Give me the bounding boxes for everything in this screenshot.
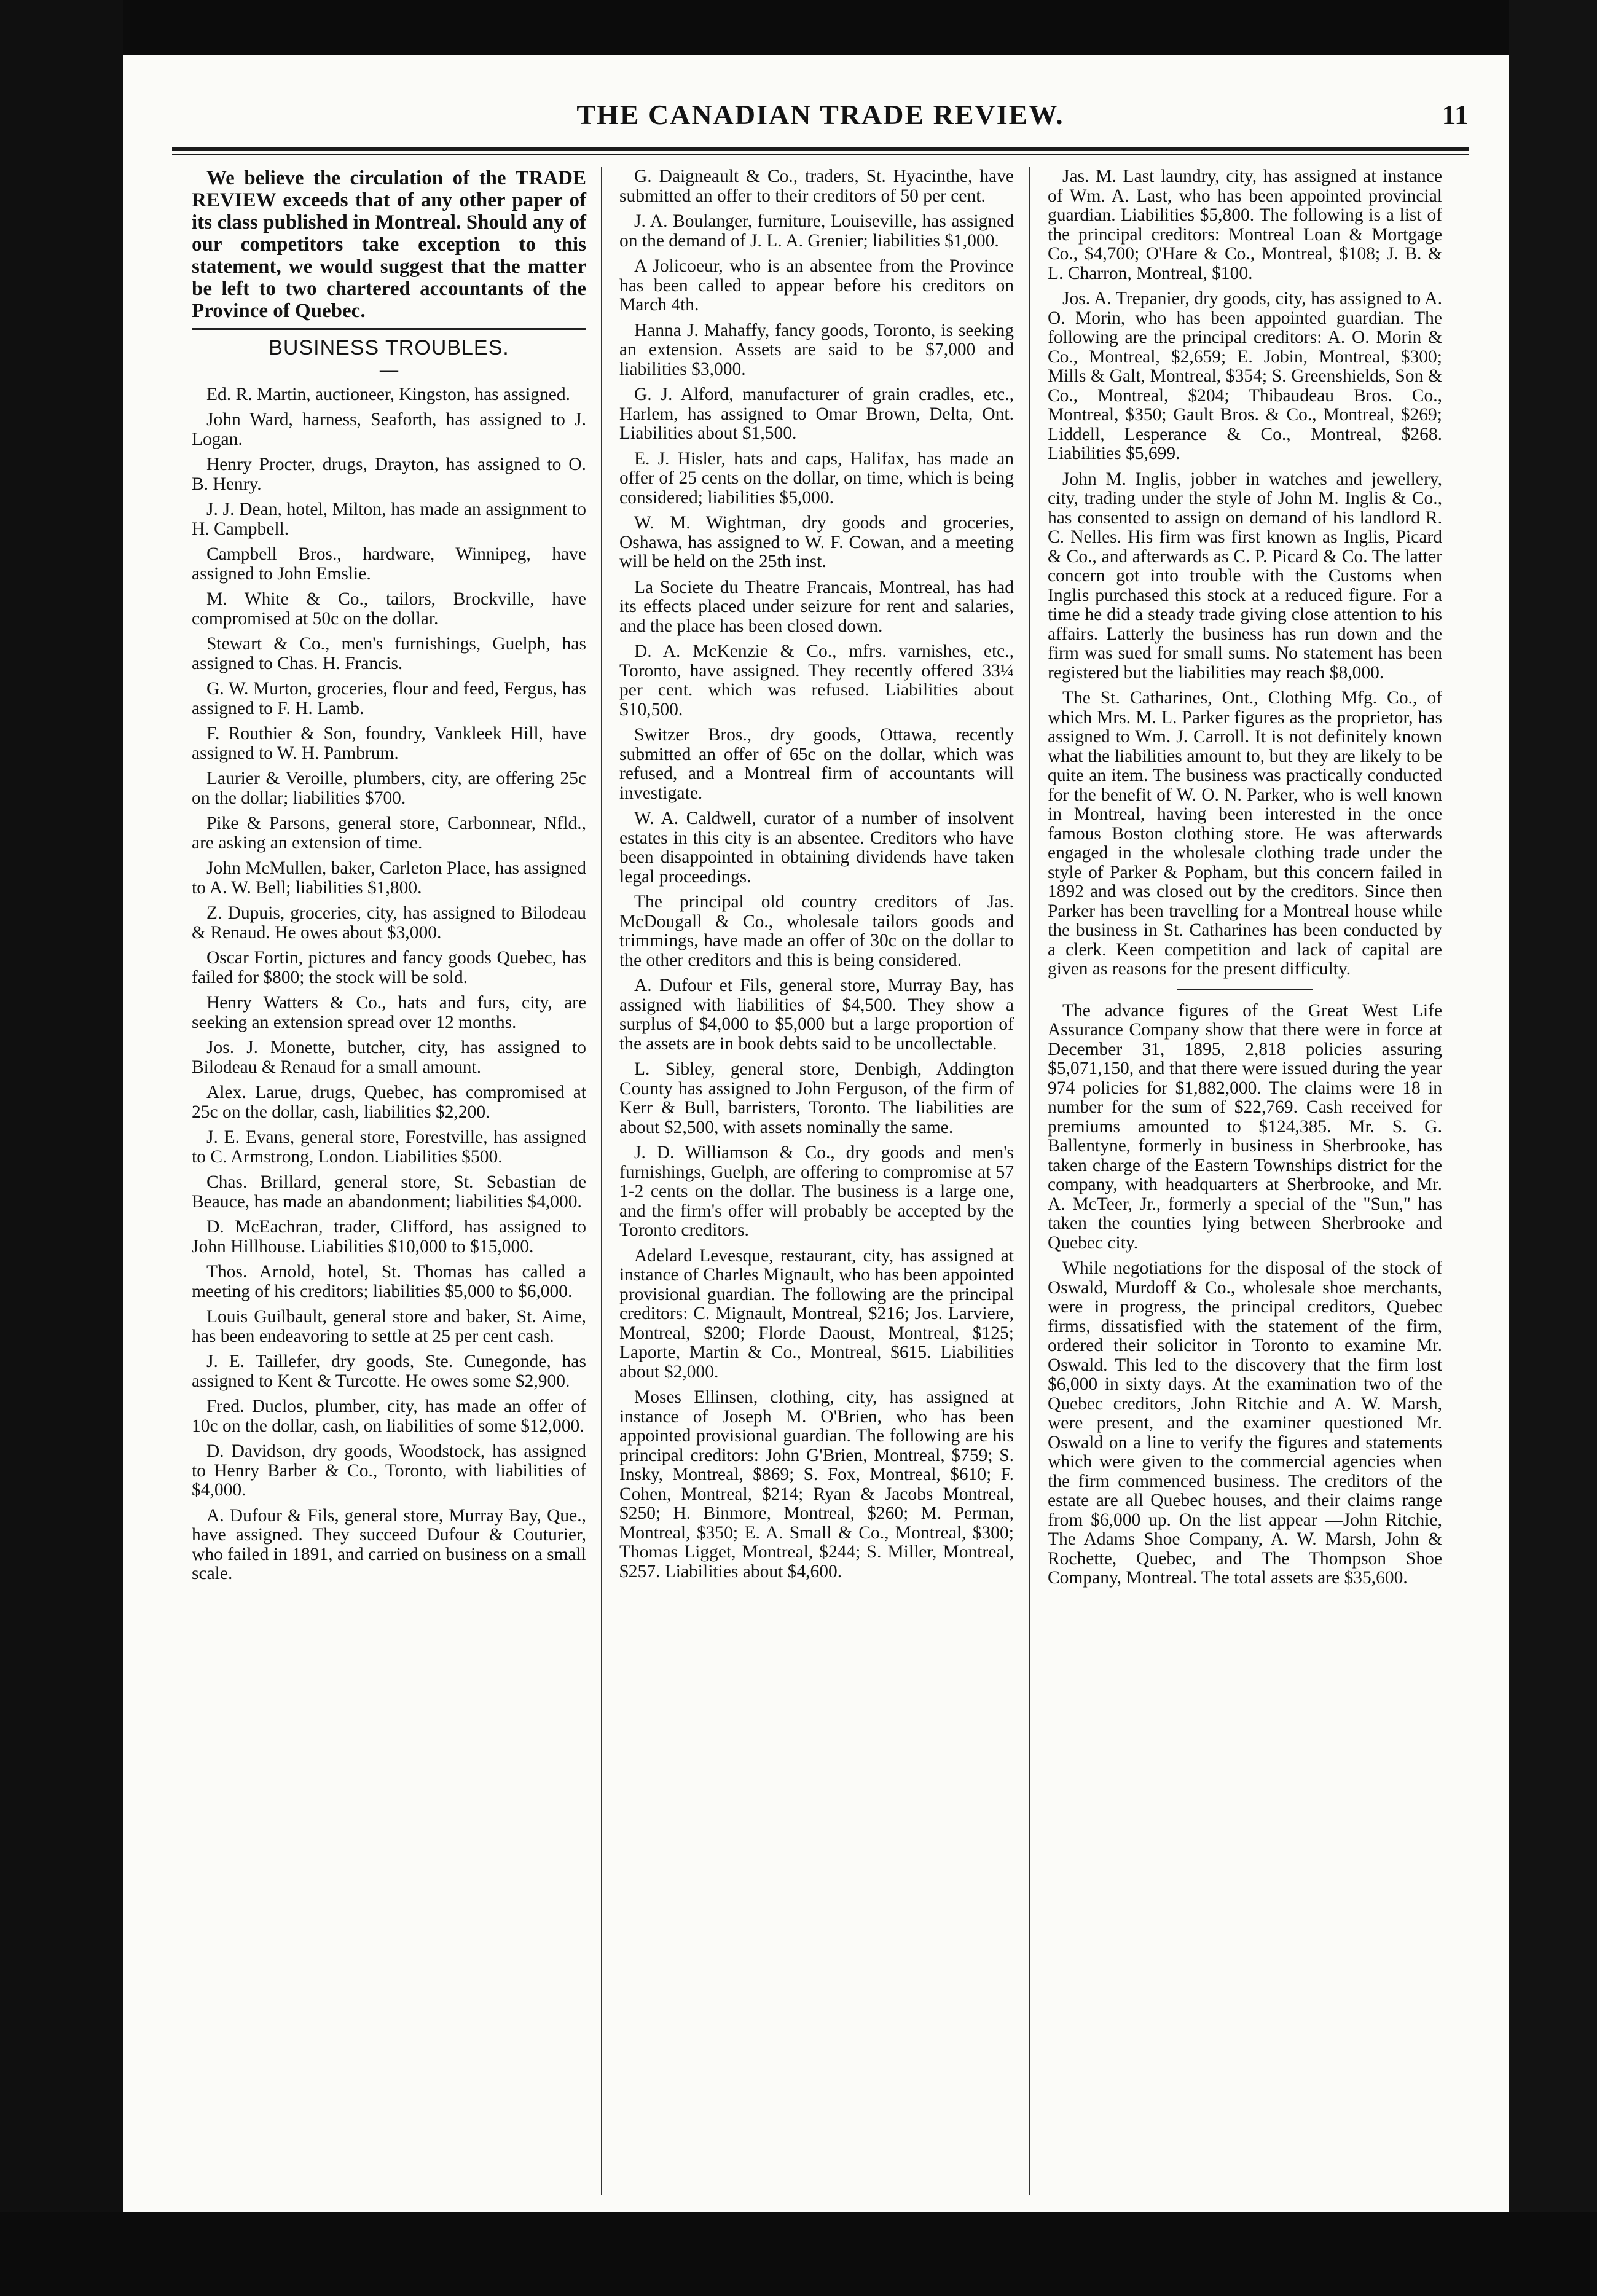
circulation-notice: We believe the circulation of the TRADE REVIEW exceeds that of any other paper of its class published in Montreal. Should any of our competitors take exception to this statement, we would suggest that the matter be left to two chartered accountants of the Province of Quebec. (192, 167, 586, 322)
news-item: La Societe du Theatre Francais, Montreal, has had its effects placed under seizure for rent and salaries, and the place has been closed down. (619, 577, 1014, 636)
column-3 (1048, 167, 1442, 1594)
news-item: Jos. J. Monette, butcher, city, has assigned to Bilodeau & Renaud for a small amount. (192, 1038, 586, 1077)
newspaper-page (123, 55, 1509, 2212)
news-item: Henry Procter, drugs, Drayton, has assigned to O. B. Henry. (192, 455, 586, 494)
news-item: Campbell Bros., hardware, Winnipeg, have assigned to John Emslie. (192, 544, 586, 584)
news-item: Henry Watters & Co., hats and furs, city, are seeking an extension spread over 12 months. (192, 993, 586, 1032)
scan-border-left (0, 0, 123, 2296)
news-item: Laurier & Veroille, plumbers, city, are offering 25c on the dollar; liabilities $700. (192, 769, 586, 808)
news-item: Oscar Fortin, pictures and fancy goods Quebec, has failed for $800; the stock will be sold. (192, 948, 586, 987)
news-item: John M. Inglis, jobber in watches and jewellery, city, trading under the style of John M. Inglis & Co., has consented to assign on demand of his landlord R. C. Nelles. His firm was first known as Inglis, Picard & Co., and afterwards as C. P. Picard & Co. The latter concern got into trouble with the Customs when Inglis purchased this stock at a reduced figure. For a time he did a steady trade giving close attention to his affairs. Latterly the business has run down and the firm was sued for small sums. No statement has been registered but the liabilities may reach $8,000. (1048, 469, 1442, 683)
news-item: The St. Catharines, Ont., Clothing Mfg. Co., of which Mrs. M. L. Parker figures as the proprietor, has assigned to Wm. J. Carroll. It is not definitely known what the liabilities amount to, but they are likely to be quite an item. The business was practically conducted for the benefit of W. O. N. Parker, who is well known in Montreal, having been interested in the once famous Boston clothing store. He was afterwards engaged in the wholesale clothing trade under the style of Parker & Popham, but this concern failed in 1892 and was closed out by the creditors. Since then Parker has been travelling for a Montreal house while the business in St. Catharines has been conducted by a clerk. Keen competition and lack of capital are given as reasons for the present difficulty. (1048, 688, 1442, 979)
article-separator (1177, 989, 1313, 990)
news-item: Pike & Parsons, general store, Carbonnear, Nfld., are asking an extension of time. (192, 813, 586, 853)
header-rule (172, 147, 1469, 151)
column-1 (192, 167, 586, 1590)
news-item: A. Dufour & Fils, general store, Murray Bay, Que., have assigned. They succeed Dufour & Couturier, who failed in 1891, and carried on business on a small scale. (192, 1505, 586, 1583)
news-item: G. J. Alford, manufacturer of grain cradles, etc., Harlem, has assigned to Omar Brown, Delta, Ont. Liabilities about $1,500. (619, 385, 1014, 443)
news-item: G. Daigneault & Co., traders, St. Hyacinthe, have submitted an offer to their creditors of 50 per cent. (619, 167, 1014, 206)
page-number: 11 (1442, 99, 1469, 130)
column-3-articles (1048, 1001, 1442, 1588)
news-item: Jos. A. Trepanier, dry goods, city, has assigned to A. O. Morin, who has been appointed guardian. The following are the principal creditors: A. O. Morin & Co., Montreal, $2,659; E. Jobin, Montreal, $300; Mills & Galt, Montreal, $354; S. Greenshields, Son & Co., Montreal, $204; Thibaudeau Bros. Co., Montreal, $350; Gault Bros. & Co., Montreal, $269; Liddell, Lesperance & Co., Montreal, $268. Liabilities $5,699. (1048, 289, 1442, 463)
news-item: Ed. R. Martin, auctioneer, Kingston, has assigned. (206, 384, 570, 404)
news-item: While negotiations for the disposal of the stock of Oswald, Murdoff & Co., wholesale shoe merchants, were in progress, the principal creditors, Quebec firms, dissatisfied with the statement of the firm, ordered their solicitor in Toronto to examine Mr. Oswald. This led to the discovery that the firm lost $6,000 in sixty days. At the examination two of the Quebec creditors, John Ritchie and A. W. Marsh, were present, and the examiner questioned Mr. Oswald on a line to verify the figures and statements which were given to the commercial agencies when the firm commenced business. The creditors of the estate are all Quebec houses, and their claims range from $6,000 up. On the list appear —John Ritchie, The Adams Shoe Company, A. W. Marsh, John & Rochette, Quebec, and The Thompson Shoe Company, Montreal. The total assets are $35,600. (1048, 1258, 1442, 1588)
column-2 (619, 167, 1014, 1588)
news-item: Switzer Bros., dry goods, Ottawa, recently submitted an offer of 65c on the dollar, which was refused, and a Montreal firm of accountants will investigate. (619, 725, 1014, 803)
news-item: Moses Ellinsen, clothing, city, has assigned at instance of Joseph M. O'Brien, who has been appointed provisional guardian. The following are his principal creditors: John G'Brien, Montreal, $759; S. Insky, Montreal, $869; S. Fox, Montreal, $610; F. Cohen, Montreal, $214; Ryan & Jacobs Montreal, $250; H. Binmore, Montreal, $260; M. Perman, Montreal, $350; E. A. Small & Co., Montreal, $300; Thomas Ligget, Montreal, $244; S. Miller, Montreal, $257. Liabilities about $4,600. (619, 1387, 1014, 1581)
news-item: John Ward, harness, Seaforth, has assigned to J. Logan. (192, 410, 586, 449)
news-item: D. Davidson, dry goods, Woodstock, has assigned to Henry Barber & Co., Toronto, with liabilities of $4,000. (192, 1441, 586, 1500)
news-item: W. M. Wightman, dry goods and groceries, Oshawa, has assigned to W. F. Cowan, and a meeting will be held on the 25th inst. (619, 513, 1014, 571)
news-item: Hanna J. Mahaffy, fancy goods, Toronto, is seeking an extension. Assets are said to be $7,000 and liabilities $3,000. (619, 320, 1014, 379)
column-1-items (192, 385, 586, 1584)
news-item: Z. Dupuis, groceries, city, has assigned to Bilodeau & Renaud. He owes about $3,000. (192, 903, 586, 942)
news-item: A. Dufour et Fils, general store, Murray Bay, has assigned with liabilities of $4,500. They show a surplus of $4,000 to $5,000 but a large proportion of the assets are in book debts said to be uncollectable. (619, 976, 1014, 1054)
column-divider (1029, 167, 1030, 2195)
news-item: The principal old country creditors of Jas. McDougall & Co., wholesale tailors goods and trimmings, have made an offer of 30c on the dollar to the other creditors and this is being considered. (619, 892, 1014, 970)
column-3-items (1048, 167, 1442, 979)
scan-border-right (1509, 0, 1597, 2296)
news-item: L. Sibley, general store, Denbigh, Addington County has assigned to John Ferguson, of the firm of Kerr & Bull, barristers, Toronto. The liabilities are about $2,500, with assets nominally the same. (619, 1059, 1014, 1137)
column-divider (601, 167, 602, 2195)
section-dash: — (380, 359, 398, 380)
news-item: D. McEachran, trader, Clifford, has assigned to John Hillhouse. Liabilities $10,000 to $15,000. (192, 1217, 586, 1256)
news-item: W. A. Caldwell, curator of a number of insolvent estates in this city is an absentee. Creditors who have been disappointed in obtaining dividends have taken legal proceedings. (619, 809, 1014, 887)
header-rule-thin (172, 154, 1469, 155)
news-item: A Jolicoeur, who is an absentee from the Province has been called to appear before his creditors on March 4th. (619, 256, 1014, 315)
scan-border-top (0, 0, 1597, 55)
news-item: J. J. Dean, hotel, Milton, has made an assignment to H. Campbell. (192, 500, 586, 539)
page-header (172, 98, 1469, 147)
section-rule (192, 328, 586, 330)
news-item: E. J. Hisler, hats and caps, Halifax, has made an offer of 25 cents on the dollar, on time, which is being considered; liabilities $5,000. (619, 449, 1014, 507)
news-item: J. E. Taillefer, dry goods, Ste. Cunegonde, has assigned to Kent & Turcotte. He owes some $2,900. (192, 1352, 586, 1391)
section-heading: BUSINESS TROUBLES. (269, 336, 509, 359)
news-item: G. W. Murton, groceries, flour and feed, Fergus, has assigned to F. H. Lamb. (192, 679, 586, 718)
news-item: Fred. Duclos, plumber, city, has made an offer of 10c on the dollar, cash, on liabilities of some $12,000. (192, 1397, 586, 1436)
news-item: Stewart & Co., men's furnishings, Guelph, has assigned to Chas. H. Francis. (192, 634, 586, 673)
news-item: The advance figures of the Great West Life Assurance Company show that there were in force at December 31, 1895, 2,818 policies assuring $5,071,150, and that there were issued during the year 974 policies for $1,882,000. The claims were 18 in number for the sum of $22,769. Cash received for premiums amounted to $124,385. Mr. S. G. Ballentyne, formerly in business in Sherbrooke, has taken charge of the Eastern Townships district for the company, with headquarters at Sherbrooke, and Mr. A. McTeer, Jr., formerly a special of the "Sun," has taken the counties lying between Sherbrooke and Quebec city. (1048, 1000, 1442, 1253)
news-item: M. White & Co., tailors, Brockville, have compromised at 50c on the dollar. (192, 589, 586, 629)
news-item: J. D. Williamson & Co., dry goods and men's furnishings, Guelph, are offering to compromise at 57 1-2 cents on the dollar. The business is a large one, and the firm's offer will probably be accepted by the Toronto creditors. (619, 1143, 1014, 1240)
news-item: John McMullen, baker, Carleton Place, has assigned to A. W. Bell; liabilities $1,800. (192, 858, 586, 898)
news-item: D. A. McKenzie & Co., mfrs. varnishes, etc., Toronto, have assigned. They recently offered 33¼ per cent. which was refused. Liabilities about $10,500. (619, 641, 1014, 719)
publication-title: THE CANADIAN TRADE REVIEW. (576, 99, 1064, 130)
column-2-items (619, 167, 1014, 1581)
news-item: Chas. Brillard, general store, St. Sebastian de Beauce, has made an abandonment; liabilities $4,000. (192, 1172, 586, 1212)
news-item: J. A. Boulanger, furniture, Louiseville, has assigned on the demand of J. L. A. Grenier; liabilities $1,000. (619, 211, 1014, 251)
news-item: J. E. Evans, general store, Forestville, has assigned to C. Armstrong, London. Liabilities $500. (192, 1127, 586, 1167)
news-item: Louis Guilbault, general store and baker, St. Aime, has been endeavoring to settle at 25 per cent cash. (192, 1307, 586, 1346)
news-item: Adelard Levesque, restaurant, city, has assigned at instance of Charles Mignault, who has been appointed provisional guardian. The following are the principal creditors: C. Mignault, Montreal, $216; Jos. Larviere, Montreal, $200; Florde Daoust, Montreal, $125; Laporte, Martin & Co., Montreal, $615. Liabilities about $2,000. (619, 1245, 1014, 1382)
news-item: Thos. Arnold, hotel, St. Thomas has called a meeting of his creditors; liabilities $5,000 to $6,000. (192, 1262, 586, 1301)
news-item: Jas. M. Last laundry, city, has assigned at instance of Wm. A. Last, who has been appointed provincial guardian. Liabilities $5,800. The following is a list of the principal creditors: Montreal Loan & Mortgage Co., $4,700; O'Hare & Co., Montreal, $108; J. B. & L. Charron, Montreal, $100. (1048, 167, 1442, 283)
news-item: Alex. Larue, drugs, Quebec, has compromised at 25c on the dollar, cash, liabilities $2,200. (192, 1083, 586, 1122)
news-item: F. Routhier & Son, foundry, Vankleek Hill, have assigned to W. H. Pambrum. (192, 724, 586, 763)
scan-border-bottom (0, 2212, 1597, 2296)
